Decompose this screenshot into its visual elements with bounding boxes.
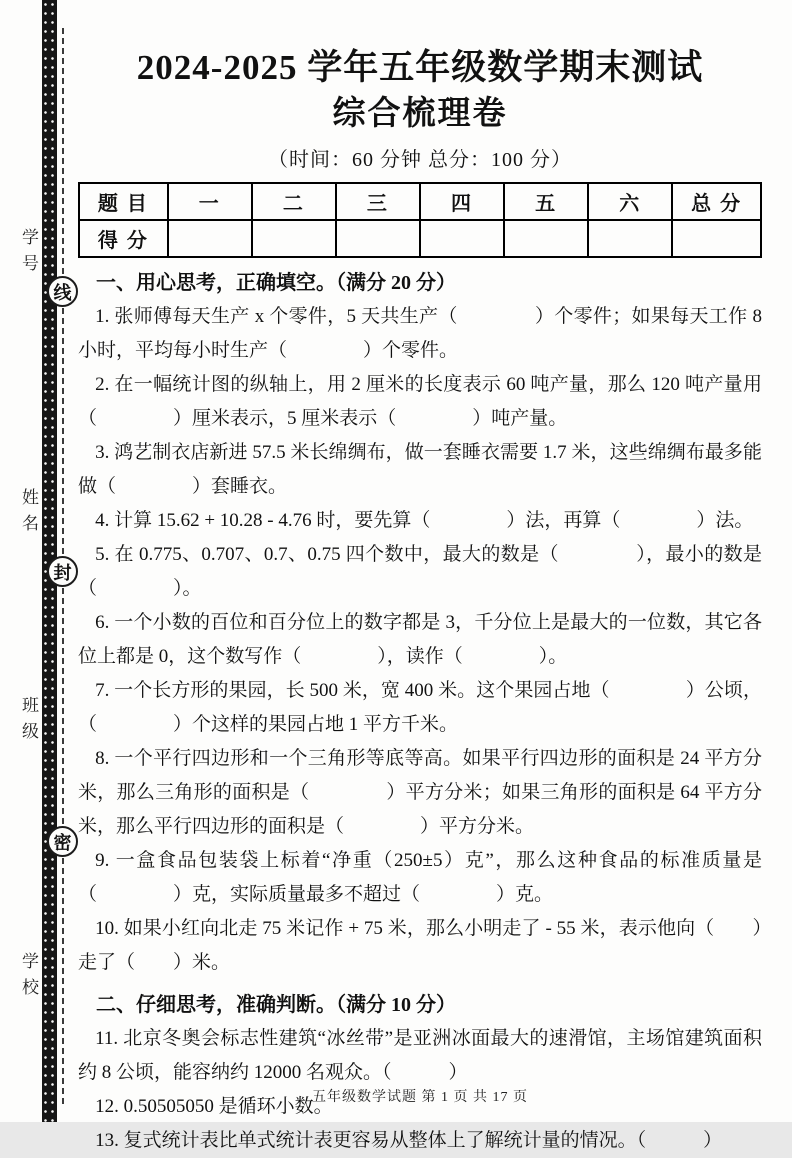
question-text: 9. 一盒食品包装袋上标着“净重（250±5）克”，那么这种食品的标准质量是（ ）克，实际质量最多不超过（ ）克。: [78, 850, 762, 906]
score-row-label: 得 分: [79, 220, 168, 257]
question-text: 7. 一个长方形的果园，长 500 米，宽 400 米。这个果园占地（ ）公顷，（ ）个这样的果园占地 1 平方千米。: [78, 680, 762, 736]
page-footer: 五年级数学试题 第 1 页 共 17 页: [312, 1090, 528, 1105]
question-text: 5. 在 0.775、0.707、0.7、0.75 四个数中，最大的数是（ ），最小的数是（ ）。: [78, 544, 762, 600]
exam-meta: （时间：60 分钟 总分：100 分）: [268, 149, 572, 172]
score-table: [78, 182, 762, 258]
school-label: 学校: [19, 952, 38, 1004]
score-header-cell: 三: [336, 183, 420, 220]
question-text: 6. 一个小数的百位和百分位上的数字都是 3，千分位上是最大的一位数，其它各位上都是 0，这个数写作（ ），读作（ ）。: [78, 612, 762, 668]
question-text: 8. 一个平行四边形和一个三角形等底等高。如果平行四边形的面积是 24 平方分米，那么三角形的面积是（ ）平方分米；如果三角形的面积是 64 平方分米，那么平行四边形的面积是（ ）平方分米。: [78, 748, 762, 838]
seal-char-label: 密: [53, 832, 72, 853]
score-header-cell: 一: [168, 183, 252, 220]
exam-subtitle: 综合梳理卷: [332, 96, 508, 133]
score-header-cell: 四: [420, 183, 504, 220]
score-blank-cell: [672, 220, 761, 257]
score-blank-cell: [420, 220, 504, 257]
score-header-cell: 总 分: [672, 183, 761, 220]
question-text: 12. 0.50505050 是循环小数。: [95, 1096, 333, 1118]
score-table-header-row: [79, 183, 761, 220]
exam-title: 2024-2025 学年五年级数学期末测试: [136, 48, 704, 87]
score-header-cell: 二: [252, 183, 336, 220]
score-header-cell: 六: [588, 183, 672, 220]
question-text: 2. 在一幅统计图的纵轴上，用 2 厘米的长度表示 60 吨产量，那么 120 吨产量用（ ）厘米表示，5 厘米表示（ ）吨产量。: [78, 374, 762, 430]
score-blank-cell: [252, 220, 336, 257]
seal-char-label: 封: [53, 562, 72, 583]
section-1-questions: [78, 300, 762, 980]
question-text: 11. 北京冬奥会标志性建筑“冰丝带”是亚洲冰面最大的速滑馆，主场馆建筑面积约 8 公顷，能容纳约 12000 名观众。（ ）: [78, 1028, 762, 1084]
score-header-cell: 题 目: [79, 183, 168, 220]
question-text: 1. 张师傅每天生产 x 个零件，5 天共生产（ ）个零件；如果每天工作 8 小时，平均每小时生产（ ）个零件。: [78, 306, 762, 362]
student-id-label: 学号: [19, 228, 38, 280]
score-blank-cell: [336, 220, 420, 257]
score-blank-cell: [168, 220, 252, 257]
seal-char-mi: [47, 826, 78, 857]
section-2-heading: 二、仔细思考，准确判断。（满分 10 分）: [96, 994, 456, 1017]
seal-char-label: 线: [53, 282, 72, 303]
score-blank-cell: [588, 220, 672, 257]
class-label: 班级: [19, 696, 38, 748]
seal-char-line: [47, 276, 78, 307]
score-header-cell: 五: [504, 183, 588, 220]
question-text: 13. 复式统计表比单式统计表更容易从整体上了解统计量的情况。（ ）: [95, 1130, 723, 1152]
question-text: 3. 鸿艺制衣店新进 57.5 米长绵绸布，做一套睡衣需要 1.7 米，这些绵绸布最多能做（ ）套睡衣。: [78, 442, 762, 498]
student-name-label: 姓名: [19, 488, 38, 540]
section-1-heading: 一、用心思考，正确填空。（满分 20 分）: [96, 272, 456, 295]
score-table-score-row: [79, 220, 761, 257]
exam-content: [78, 44, 762, 1158]
question-text: 10. 如果小红向北走 75 米记作 + 75 米，那么小明走了 - 55 米，表示他向（ ）走了（ ）米。: [78, 918, 762, 974]
question-text: 4. 计算 15.62 + 10.28 - 4.76 时，要先算（ ）法，再算（ ）法。: [95, 510, 754, 532]
seal-char-feng: [47, 556, 78, 587]
score-blank-cell: [504, 220, 588, 257]
